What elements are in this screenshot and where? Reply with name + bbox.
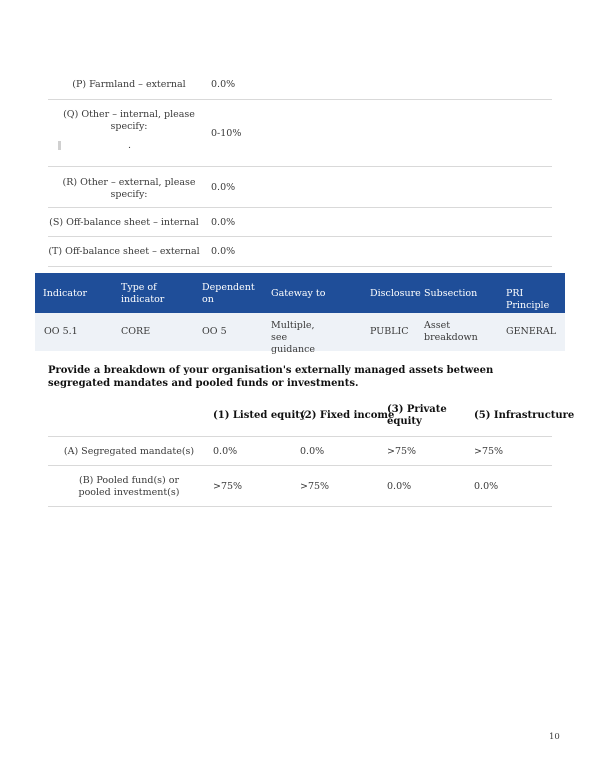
question-text: Provide a breakdown of your organisation's externally managed assets between segregated mandates and pooled funds or investments. [48, 365, 494, 389]
row-label: (T) Off-balance sheet – external [48, 246, 200, 257]
divider [48, 236, 552, 237]
specify-value: . [128, 140, 132, 151]
row-label: (Q) Other – internal, please specify: [63, 109, 195, 132]
header-subsection: Subsection [424, 288, 478, 299]
indicator-code: OO 5.1 [44, 326, 78, 337]
cell-value: >75% [300, 481, 330, 492]
row-label: (P) Farmland – external [72, 79, 186, 90]
row-value: 0.0% [211, 246, 236, 257]
divider [48, 506, 552, 507]
row-label: (R) Other – external, please specify: [62, 177, 196, 200]
header-indicator: Indicator [43, 288, 88, 299]
divider [48, 266, 552, 267]
indicator-type: CORE [121, 326, 151, 337]
indicator-principle: GENERAL [506, 326, 557, 337]
cell-value: >75% [474, 446, 504, 457]
row-value: 0.0% [211, 182, 236, 193]
indicator-row [35, 313, 565, 355]
column-header: (1) Listed equity [213, 410, 306, 421]
row-value: 0-10% [211, 128, 242, 139]
cell-value: 0.0% [300, 446, 325, 457]
header-type: Type of indicator [121, 282, 165, 305]
indicator-dependent: OO 5 [202, 326, 227, 337]
header-gateway: Gateway to [271, 288, 326, 299]
indicator-header [35, 273, 565, 313]
row-label: (A) Segregated mandate(s) [63, 446, 195, 457]
header-principle: PRI Principle [506, 288, 550, 311]
indicator-disclosure: PUBLIC [370, 326, 409, 337]
divider [48, 436, 552, 437]
column-header: (5) Infrastructure [474, 410, 575, 421]
specify-input-marker [58, 141, 61, 150]
header-dependent: Dependent on [202, 282, 255, 305]
cell-value: >75% [387, 446, 417, 457]
header-disclosure: Disclosure [370, 288, 421, 299]
indicator-subsection: Asset breakdown [424, 320, 478, 343]
divider [48, 99, 552, 100]
divider [48, 465, 552, 466]
row-value: 0.0% [211, 79, 236, 90]
cell-value: 0.0% [213, 446, 238, 457]
row-value: 0.0% [211, 217, 236, 228]
row-label: (B) Pooled fund(s) or pooled investment(s) [78, 475, 180, 498]
indicator-gateway: Multiple, see guidance [271, 320, 316, 355]
divider [48, 166, 552, 167]
column-header: (2) Fixed income [300, 410, 395, 421]
cell-value: 0.0% [387, 481, 412, 492]
cell-value: 0.0% [474, 481, 499, 492]
cell-value: >75% [213, 481, 243, 492]
divider [48, 207, 552, 208]
page-number: 10 [549, 732, 560, 742]
row-label: (S) Off-balance sheet – internal [49, 217, 199, 228]
column-header: (3) Private equity [387, 404, 447, 427]
